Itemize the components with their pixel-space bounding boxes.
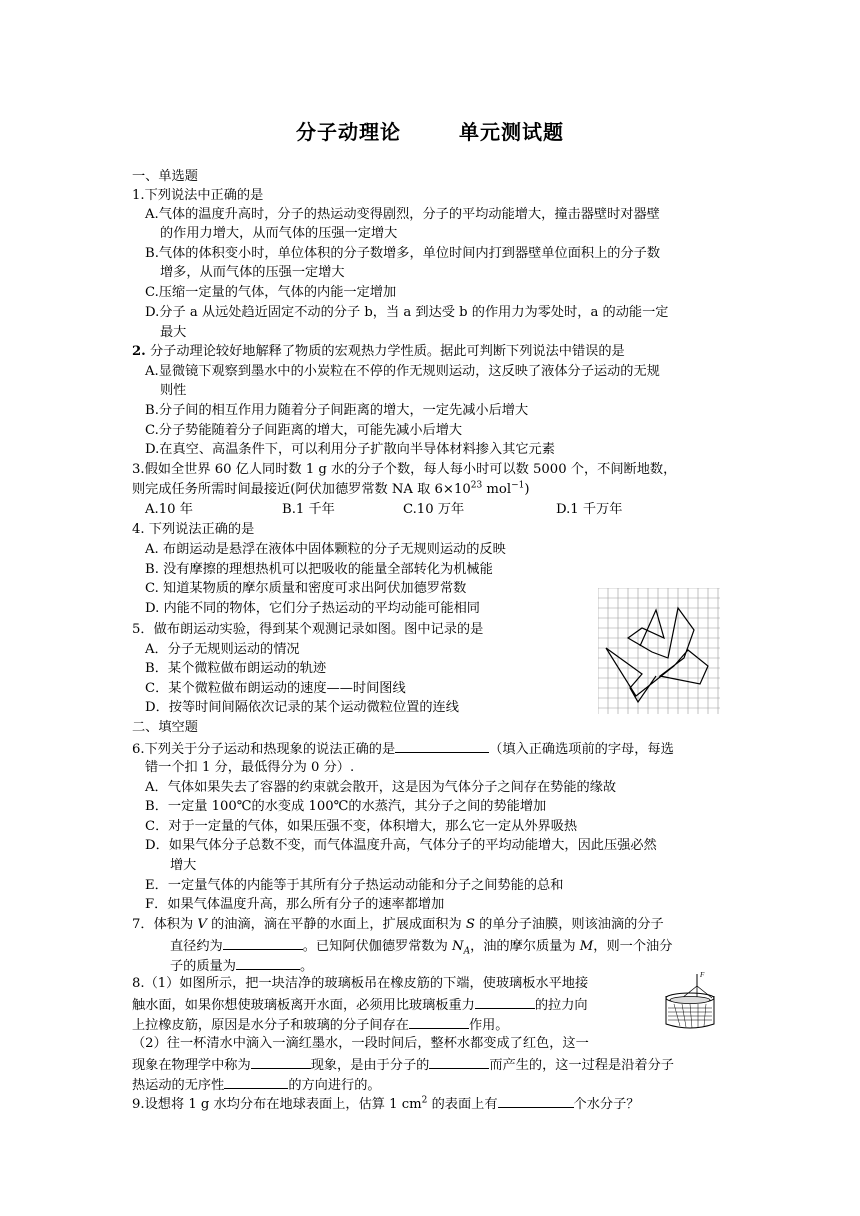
q8-text-5: 现象在物理学中称为 (132, 1058, 251, 1073)
q2-option-a-cont: 则性 (160, 383, 187, 398)
q2-stem-text: 分子动理论较好地解释了物质的宏观热力学性质。据此可判断下列说法中错误的是 (145, 344, 625, 359)
q7-line3 (170, 956, 313, 976)
q8-direction-blank[interactable] (224, 1075, 288, 1089)
section-heading-single-choice: 一、单选题 (132, 169, 198, 184)
q1-option-c: C.压缩一定量的气体，气体的内能一定增加 (145, 285, 397, 300)
q3-unit: mol (482, 482, 512, 497)
q3-stem-line2 (132, 481, 530, 499)
q8-line5 (132, 1055, 674, 1075)
section-heading-fill-in: 二、填空题 (132, 720, 198, 735)
q6-stem-text: 6.下列关于分子运动和热现象的说法正确的是 (132, 742, 396, 757)
q8-phenomenon-blank[interactable] (251, 1055, 311, 1069)
q7-text-8: 子的质量为 (170, 959, 236, 974)
q8-text-9: 的方向进行的。 (288, 1078, 381, 1093)
q8-line6 (132, 1075, 381, 1095)
q3-stem-text: 则完成任务所需时间最接近(阿伏加德罗常数 NA 取 6×10 (132, 482, 471, 497)
q3-option-b: B.1 千年 (282, 502, 335, 517)
q8-line1: 8.（1）如图所示，把一块洁净的玻璃板吊在橡皮筋的下端，使玻璃板水平地接 (132, 976, 589, 991)
q3-stem-line1: 3.假如全世界 60 亿人同时数 1 g 水的分子个数，每人每小时可以数 5000 个，不间断地数， (132, 462, 677, 477)
glass-plate (670, 997, 710, 1004)
q4-option-b: B. 没有摩擦的理想热机可以把吸收的能量全部转化为机械能 (145, 562, 493, 577)
q8-interaction-blank[interactable] (409, 1015, 469, 1029)
q7-var-v: V (197, 917, 207, 932)
q8-text-1: 触水面，如果你想使玻璃板离开水面，必须用比玻璃板重力 (132, 998, 475, 1013)
q8-molecule-blank[interactable] (429, 1055, 489, 1069)
title-part1: 分子动理论 (296, 120, 401, 144)
q7-text-7: ，则一个油分 (593, 939, 673, 954)
q6-option-e: E．一定量气体的内能等于其所有分子热运动动能和分子之间势能的总和 (145, 878, 564, 893)
q1-option-a: A.气体的温度升高时，分子的热运动变得剧烈，分子的平均动能增大，撞击器壁时对器壁 (145, 207, 660, 222)
q7-text-3: 的单分子油膜，则该油滴的分子 (474, 917, 664, 932)
q7-text-6: ，油的摩尔质量为 (470, 939, 580, 954)
q7-var-s: S (465, 917, 475, 932)
q2-option-a: A.显微镜下观察到墨水中的小炭粒在不停的作无规则运动，这反映了液体分子运动的无规 (145, 364, 660, 379)
q8-text-2: 的拉力向 (534, 998, 588, 1013)
q7-mass-blank[interactable] (236, 956, 300, 970)
glass-plate-figure (660, 968, 720, 1032)
q7-line1 (132, 916, 664, 934)
q3-option-d: D.1 千万年 (556, 502, 623, 517)
q7-var-n: N (452, 939, 464, 954)
q8-text-4: 作用。 (468, 1018, 509, 1033)
q3-close-paren: ) (524, 482, 530, 497)
q5-option-a: A．分子无规则运动的情况 (145, 642, 300, 657)
q5-option-c: C．某个微粒做布朗运动的速度——时间图线 (145, 681, 406, 696)
q4-option-c: C. 知道某物质的摩尔质量和密度可求出阿伏加德罗常数 (145, 581, 467, 596)
q1-option-d: D.分子 a 从远处趋近固定不动的分子 b，当 a 到达受 b 的作用力为零处时，a 的动能一定 (145, 305, 669, 320)
q9-text-2: 的表面上有 (427, 1097, 498, 1112)
q6-stem-line1 (132, 739, 674, 759)
q8-text-8: 热运动的无序性 (132, 1078, 225, 1093)
q6-option-a: A．气体如果失去了容器的约束就会散开，这是因为气体分子之间存在势能的缘故 (145, 780, 617, 795)
q3-exponent-neg1: −1 (511, 480, 525, 491)
q7-line2 (170, 936, 672, 956)
q4-stem: 4. 下列说法正确的是 (132, 522, 255, 537)
q4-option-d: D. 内能不同的物体，它们分子热运动的平均动能可能相同 (145, 601, 480, 616)
q6-stem-note: （填入正确选项前的字母，每选 (489, 742, 674, 757)
q2-option-d: D.在真空、高温条件下，可以利用分子扩散向半导体材料掺入其它元素 (145, 442, 555, 457)
q2-option-b: B.分子间的相互作用力随着分子间距离的增大，一定先减小后增大 (145, 403, 529, 418)
q3-exponent-23: 23 (470, 480, 483, 491)
q6-option-d-cont: 增大 (170, 858, 197, 873)
q5-stem: 5．做布朗运动实验，得到某个观测记录如图。图中记录的是 (132, 622, 484, 637)
q8-line3 (132, 1015, 509, 1035)
q8-text-3: 上拉橡皮筋，原因是水分子和玻璃的分子间存在 (132, 1018, 409, 1033)
q2-option-c: C.分子势能随着分子间距离的增大，可能先减小后增大 (145, 423, 463, 438)
q8-text-7: 而产生的，这一过程是沿着分子 (489, 1058, 674, 1073)
force-label: F (700, 971, 705, 979)
q5-option-d: D．按等时间间隔依次记录的某个运动微粒位置的连线 (145, 700, 459, 715)
q1-stem: 1.下列说法中正确的是 (132, 188, 264, 203)
brownian-motion-figure (598, 588, 720, 714)
q9-answer-blank[interactable] (498, 1094, 574, 1108)
q8-line2 (132, 995, 588, 1015)
q9-text-3: 个水分子？ (573, 1097, 640, 1112)
q1-option-d-cont: 最大 (160, 325, 187, 340)
figure-grid (598, 588, 720, 714)
q1-option-b: B.气体的体积变小时，单位体积的分子数增多，单位时间内打到器壁单位面积上的分子数 (145, 246, 661, 261)
q7-text-9: 。 (299, 959, 314, 974)
q8-text-6: 现象，是由于分子的 (310, 1058, 430, 1073)
q7-var-n-subscript: A (463, 946, 471, 957)
q1-option-b-cont: 增多，从而气体的压强一定增大 (160, 265, 345, 280)
q6-option-b: B．一定量 100℃的水变成 100℃的水蒸汽，其分子之间的势能增加 (145, 799, 547, 814)
q6-option-f: F．如果气体温度升高，那么所有分子的速率都增加 (145, 897, 445, 912)
q7-text-5: 。已知阿伏伽德罗常数为 (302, 939, 453, 954)
q7-text-4: 直径约为 (170, 939, 223, 954)
q8-force-blank[interactable] (475, 995, 535, 1009)
q7-var-m: M (579, 939, 594, 954)
q7-text-1: 7．体积为 (132, 917, 198, 932)
page-title (0, 116, 860, 145)
q9-text-1: 9.设想将 1 g 水均分布在地球表面上，估算 1 cm (132, 1097, 422, 1112)
q5-option-b: B．某个微粒做布朗运动的轨迹 (145, 661, 327, 676)
q9-exponent: 2 (421, 1095, 428, 1106)
title-part2: 单元测试题 (459, 120, 564, 144)
q7-diameter-blank[interactable] (223, 936, 303, 950)
q2-stem (132, 343, 625, 361)
q6-option-d: D．如果气体分子总数不变，而气体温度升高，气体分子的平均动能增大，因此压强必然 (145, 838, 657, 853)
q9-line (132, 1094, 639, 1114)
q2-number: 2. (132, 344, 146, 359)
q1-option-a-cont: 的作用力增大，从而气体的压强一定增大 (160, 226, 398, 241)
q6-stem-line2: 错一个扣 1 分，最低得分为 0 分）. (145, 760, 355, 775)
q6-option-c: C．对于一定量的气体，如果压强不变，体积增大，那么它一定从外界吸热 (145, 819, 578, 834)
q3-option-a: A.10 年 (145, 502, 193, 517)
q4-option-a: A. 布朗运动是悬浮在液体中固体颗粒的分子无规则运动的反映 (145, 542, 506, 557)
q7-text-2: 的油滴，滴在平静的水面上，扩展成面积为 (206, 917, 466, 932)
q6-answer-blank[interactable] (395, 739, 489, 753)
q8-line4: （2）往一杯清水中滴入一滴红墨水，一段时间后，整杯水都变成了红色，这一 (132, 1036, 589, 1051)
q3-option-c: C.10 万年 (403, 502, 465, 517)
